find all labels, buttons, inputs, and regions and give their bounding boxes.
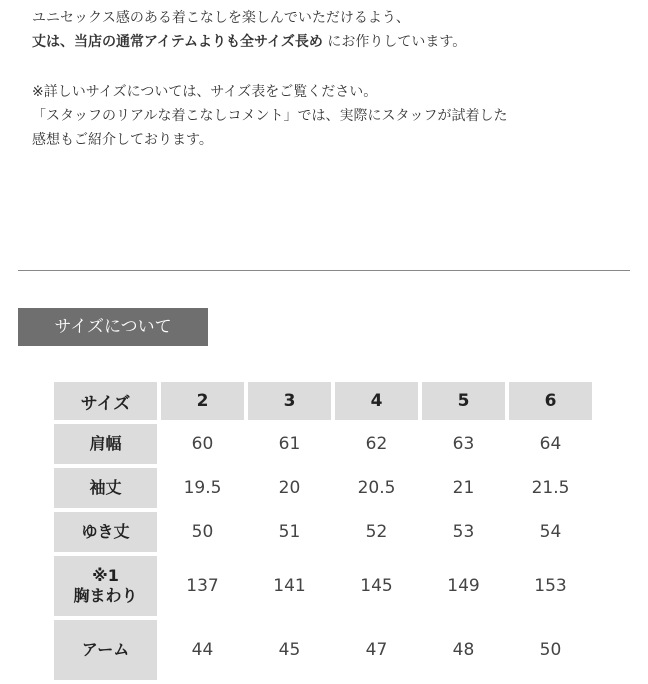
row-label-line-2: 胸まわり xyxy=(73,586,138,605)
notes-line-3: 感想もご紹介しております。 xyxy=(32,132,213,148)
table-cell: 50 xyxy=(161,512,244,552)
table-cell: 21 xyxy=(422,468,505,508)
size-header-cell: 6 xyxy=(509,382,592,420)
table-cell: 45 xyxy=(248,620,331,680)
row-label: 袖丈 xyxy=(54,468,157,508)
table-cell: 20 xyxy=(248,468,331,508)
intro-line-2-emphasis: 丈は、当店の通常アイテムよりも全サイズ長め xyxy=(32,34,323,50)
size-table-header-row xyxy=(54,382,592,420)
intro-line-1: ユニセックス感のある着こなしを楽しんでいただけるよう、 xyxy=(32,10,410,26)
table-cell: 63 xyxy=(422,424,505,464)
notes-paragraph xyxy=(32,80,507,152)
intro-line-2 xyxy=(32,30,466,54)
table-cell: 48 xyxy=(422,620,505,680)
table-cell: 64 xyxy=(509,424,592,464)
table-cell: 54 xyxy=(509,512,592,552)
size-section-header: サイズについて xyxy=(18,308,208,346)
section-divider xyxy=(18,270,630,271)
table-cell: 141 xyxy=(248,556,331,616)
notes-line-1: ※詳しいサイズについては、サイズ表をご覧ください。 xyxy=(32,84,378,100)
table-cell: 44 xyxy=(161,620,244,680)
size-header-cell: 3 xyxy=(248,382,331,420)
table-cell: 60 xyxy=(161,424,244,464)
size-header-cell: 5 xyxy=(422,382,505,420)
table-row xyxy=(54,512,592,552)
table-cell: 149 xyxy=(422,556,505,616)
table-cell: 20.5 xyxy=(335,468,418,508)
product-description-page xyxy=(18,0,630,660)
table-cell: 50 xyxy=(509,620,592,680)
size-header-cell: 4 xyxy=(335,382,418,420)
table-row xyxy=(54,424,592,464)
table-cell: 21.5 xyxy=(509,468,592,508)
row-label: ゆき丈 xyxy=(54,512,157,552)
intro-paragraph xyxy=(32,6,466,54)
table-cell: 51 xyxy=(248,512,331,552)
row-label-line-1: アーム xyxy=(81,640,130,659)
row-label xyxy=(54,620,157,680)
table-cell: 62 xyxy=(335,424,418,464)
row-label xyxy=(54,556,157,616)
row-label: 肩幅 xyxy=(54,424,157,464)
notes-line-2: 「スタッフのリアルな着こなしコメント」では、実際にスタッフが試着した xyxy=(32,108,508,124)
intro-line-2-rest: にお作りしています。 xyxy=(322,34,467,50)
table-cell: 145 xyxy=(335,556,418,616)
size-table xyxy=(50,378,596,684)
table-cell: 19.5 xyxy=(161,468,244,508)
table-row xyxy=(54,556,592,616)
table-cell: 47 xyxy=(335,620,418,680)
row-label-line-1: ※1 xyxy=(92,566,119,585)
table-cell: 52 xyxy=(335,512,418,552)
size-header-cell: 2 xyxy=(161,382,244,420)
table-row xyxy=(54,620,592,680)
table-cell: 137 xyxy=(161,556,244,616)
table-row xyxy=(54,468,592,508)
table-cell: 53 xyxy=(422,512,505,552)
table-cell: 153 xyxy=(509,556,592,616)
size-header-label: サイズ xyxy=(54,382,157,420)
table-cell: 61 xyxy=(248,424,331,464)
